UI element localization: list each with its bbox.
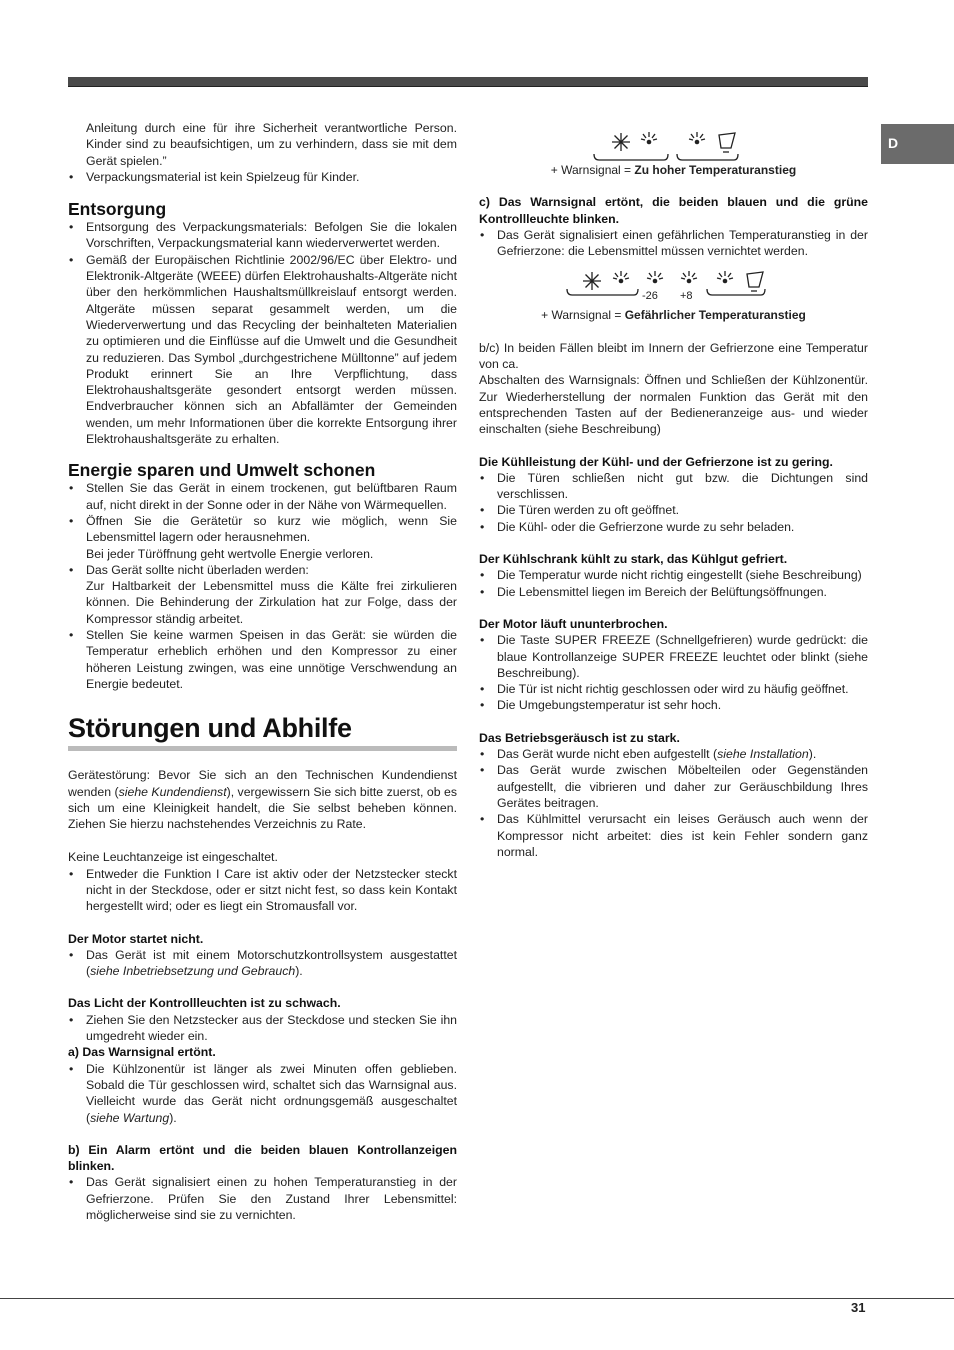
list-item: • Die Türen werden zu oft geöffnet.	[479, 502, 868, 518]
list-item: • Die Temperatur wurde nicht richtig eingestellt (siehe Beschreibung)	[479, 567, 868, 583]
a-list	[68, 1061, 457, 1126]
header-bar	[68, 77, 868, 87]
indicator-lights-graphic	[479, 124, 868, 164]
figure-1-caption	[479, 162, 868, 178]
list-item: • Stellen Sie das Gerät in einem trockenen, gut belüftbaren Raum auf, nicht direkt in der Sonne oder in der Nähe von Wärmequellen.	[68, 480, 457, 513]
grouping-brace	[594, 154, 668, 160]
list-item-text: Das Gerät sollte nicht überladen werden:	[86, 562, 309, 577]
text-run: ).	[169, 1110, 177, 1125]
motor-list	[68, 947, 457, 980]
list-item: • Ziehen Sie den Netzstecker aus der Steckdose und stecken Sie ihn umgedreht wieder ein.	[68, 1012, 457, 1045]
problem-title-motor: Der Motor startet nicht.	[68, 931, 204, 946]
c-list	[479, 227, 868, 260]
caption-text: + Warnsignal =	[550, 163, 635, 177]
problem-title-motorlauf: Der Motor läuft ununterbrochen.	[479, 616, 668, 631]
indicator-figure-2	[479, 265, 868, 307]
heading-underline	[68, 746, 457, 751]
list-item: • Die Kühl- oder die Gefrierzone wurde zu sehr beladen.	[479, 519, 868, 535]
kuehl-list	[479, 470, 868, 535]
caption-text: + Warnsignal =	[541, 308, 625, 323]
list-item-note: Bei jeder Türöffnung geht wertvolle Energie verloren.	[86, 546, 374, 561]
grouping-brace	[677, 154, 738, 160]
b-list	[68, 1174, 457, 1223]
text-run: Das Gerät wurde nicht eben aufgestellt (	[497, 747, 718, 762]
reference-link-text: siehe Kundendienst	[118, 784, 227, 799]
caption-bold: Zu hoher Temperaturanstieg	[634, 163, 797, 177]
blinking-light-icon	[689, 132, 705, 140]
blinking-light-icon	[641, 132, 657, 140]
left-column	[68, 120, 457, 1223]
caption-bold: Gefährlicher Temperaturanstieg	[624, 308, 806, 323]
text-run: ).	[808, 747, 817, 762]
abschalten-paragraph: Abschalten des Warnsignals: Öffnen und Schließen der Kühlzonentür. Zur Wiederherstellung der normalen Funktion das Gerät mit den entsprechenden Tasten auf der Bedieneranzeige aus- und wieder einschalten (siehe Beschreibung)	[479, 373, 868, 437]
problem-title-b: b) Ein Alarm ertönt und die beiden blauen Kontrollanzeigen blinken.	[68, 1142, 457, 1174]
blinking-light-icon	[647, 271, 663, 279]
list-item	[68, 947, 457, 980]
list-item: • Gemäß der Europäischen Richtlinie 2002/96/EC über Elektro- und Elektronik-Altgeräte (WEEE) dürfen Elektrohaushalts-Altgeräte nicht über den herkömmlichen Haushaltsmüllkreislauf entsorgt werden. Altgeräte müssen separat gesammelt werden, um die Wiederverwertung und das Recycling der beinhalteten Materialien zu optimieren und die Einflüsse auf die Umwelt und die Gesundheit zu reduzieren. Das Symbol „durchgestrichene Mülltonne” auf jedem Produkt erinnert Sie an Ihre Verpflichtung, dass Elektrohaushaltsgeräte gesondert entsorgt werden müssen. Endverbraucher können sich an Abfallämter der Gemeinden wenden, um mehr Informationen über die korrekte Entsorgung ihrer Elektrohaushaltsgeräte zu erhalten.	[68, 252, 457, 448]
alarm-bell-icon	[719, 133, 735, 148]
stoerungen-intro	[68, 767, 457, 832]
indicator-lights-graphic	[479, 265, 868, 307]
list-item: • Die Umgebungstemperatur ist sehr hoch.	[479, 697, 868, 713]
problem-title-kuehl: Die Kühlleistung der Kühl- und der Gefrierzone ist zu gering.	[479, 454, 833, 469]
text-run: Gerätestörung: Bevor Sie sich an den Technischen Kundendienst wenden (	[68, 768, 457, 799]
list-item: • Das Gerät wurde zwischen Möbelteilen oder Gegenständen aufgestellt, die vibrieren und daher zur Geräuschbildung Ihres Gerätes beitragen.	[479, 762, 868, 811]
blinking-light-icon	[717, 271, 733, 279]
list-item	[479, 746, 868, 762]
reference-link-text: siehe Installation	[717, 747, 809, 762]
blinking-light-icon	[681, 271, 697, 279]
licht-list	[68, 1012, 457, 1045]
page-number: 31	[851, 1300, 866, 1315]
reference-link-text: siehe Wartung	[90, 1110, 170, 1125]
entsorgung-list	[68, 219, 457, 447]
temp-label-plus: +8	[680, 290, 693, 303]
energie-list	[68, 480, 457, 692]
grouping-brace	[707, 289, 765, 295]
snowflake-icon	[612, 133, 630, 151]
blinking-light-icon	[613, 271, 629, 279]
list-item	[68, 562, 457, 627]
problem-title-keine: Keine Leuchtanzeige ist eingeschaltet.	[68, 850, 278, 865]
section-title-energie: Energie sparen und Umwelt schonen	[68, 460, 376, 481]
problem-title-geraeusch: Das Betriebsgeräusch ist zu stark.	[479, 730, 680, 745]
list-item-text: Öffnen Sie die Gerätetür so kurz wie möglich, wenn Sie Lebensmittel lagern oder herausnehmen.	[86, 513, 457, 545]
text-run: Die Kühlzonentür ist länger als zwei Minuten offen geblieben. Sobald die Tür geschlossen wird, schaltet sich das Warnsignal aus. Vielleicht wurde das Gerät nicht ordnungsgemäß ausgeschaltet (	[86, 1061, 457, 1125]
list-item: • Die Taste SUPER FREEZE (Schnellgefrieren) wurde gedrückt: die blaue Kontrollanzeige SUPER FREEZE leuchtet oder blinkt (siehe Beschreibung).	[479, 632, 868, 681]
motorlauf-list	[479, 632, 868, 713]
list-item: • Verpackungsmaterial ist kein Spielzeug für Kinder.	[68, 169, 457, 185]
list-item: • Die Tür ist nicht richtig geschlossen oder wird zu häufig geöffnet.	[479, 681, 868, 697]
section-title-entsorgung: Entsorgung	[68, 199, 167, 220]
reference-link-text: siehe Inbetriebsetzung und Gebrauch	[90, 964, 296, 979]
problem-title-stark: Der Kühlschrank kühlt zu stark, das Kühlgut gefriert.	[479, 552, 788, 567]
figure-2-caption	[479, 307, 868, 323]
bc-paragraph: b/c) In beiden Fällen bleibt im Innern der Gefrierzone eine Temperatur von ca.	[479, 340, 868, 372]
text-run: Das Gerät ist mit einem Motorschutzkontrollsystem ausgestattet (	[86, 947, 457, 979]
list-item: • Stellen Sie keine warmen Speisen in das Gerät: sie würden die Temperatur erheblich erhöhen und den Kompressor zu einer höheren Leistung zwingen, was eine unnötige Verschwendung an Energie bedeutet.	[68, 627, 457, 692]
list-item: • Die Lebensmittel liegen im Bereich der Belüftungsöffnungen.	[479, 584, 868, 600]
list-item: • Das Gerät signalisiert einen zu hohen Temperaturanstieg in der Gefrierzone. Prüfen Sie den Zustand Ihrer Lebensmittel: möglicherweise sind sie zu vernichten.	[68, 1174, 457, 1223]
grouping-brace	[567, 289, 638, 295]
list-item: • Das Kühlmittel verursacht ein leises Geräusch auch wenn der Kompressor nicht arbeitet: dies ist kein Fehler sondern ganz normal.	[479, 811, 868, 860]
right-column	[479, 124, 868, 860]
geraeusch-list	[479, 746, 868, 860]
keine-list	[68, 866, 457, 915]
problem-title-c: c) Das Warnsignal ertönt, die beiden blauen und die grüne Kontrollleuchte blinken.	[479, 195, 868, 226]
temp-label-minus: -26	[642, 290, 658, 303]
indicator-figure-1	[479, 124, 868, 162]
list-item	[68, 513, 457, 562]
list-item-note: Zur Haltbarkeit der Lebensmittel muss die Kälte frei zirkulieren können. Die Behinderung der Zirkulation hat zur Folge, dass der Kompressor ständig arbeitet.	[86, 579, 457, 626]
stark-list	[479, 567, 868, 600]
snowflake-icon	[583, 272, 601, 290]
intro-list	[68, 169, 457, 185]
main-heading-stoerungen: Störungen und Abhilfe	[68, 713, 352, 744]
list-item: • Das Gerät signalisiert einen gefährlichen Temperaturanstieg in der Gefrierzone: die Lebensmittel müssen vernichtet werden.	[479, 227, 868, 260]
problem-title-licht: Das Licht der Kontrollleuchten ist zu schwach.	[68, 996, 341, 1011]
footer-rule	[0, 1298, 954, 1299]
text-run: ), vergewissern Sie sich bitte zuerst, ob es sich um eine Kleinigkeit handelt, die Sie selbst beheben können. Ziehen Sie hierzu nachstehendes Verzeichnis zu Rate.	[68, 784, 457, 832]
problem-title-a: a) Das Warnsignal ertönt.	[68, 1045, 216, 1060]
list-item: • Entsorgung des Verpackungsmaterials: Befolgen Sie die lokalen Vorschriften, Verpackungsmaterial kann wiederverwertet werden.	[68, 219, 457, 252]
list-item: • Entweder die Funktion I Care ist aktiv oder der Netzstecker steckt nicht in der Steckdose, oder er sitzt nicht fest, so dass kein Kontakt hergestellt wird; oder es liegt ein Stromausfall vor.	[68, 866, 457, 915]
list-item: • Die Türen schließen nicht gut bzw. die Dichtungen sind verschlissen.	[479, 470, 868, 503]
text-run: ).	[295, 964, 303, 979]
alarm-bell-icon	[747, 272, 763, 287]
language-tab: D	[881, 124, 954, 164]
list-item	[68, 1061, 457, 1126]
intro-continuation: Anleitung durch eine für ihre Sicherheit verantwortliche Person. Kinder sind zu beaufsichtigen, um zu verhindern, dass sie mit dem Gerät spielen.”	[86, 121, 457, 168]
